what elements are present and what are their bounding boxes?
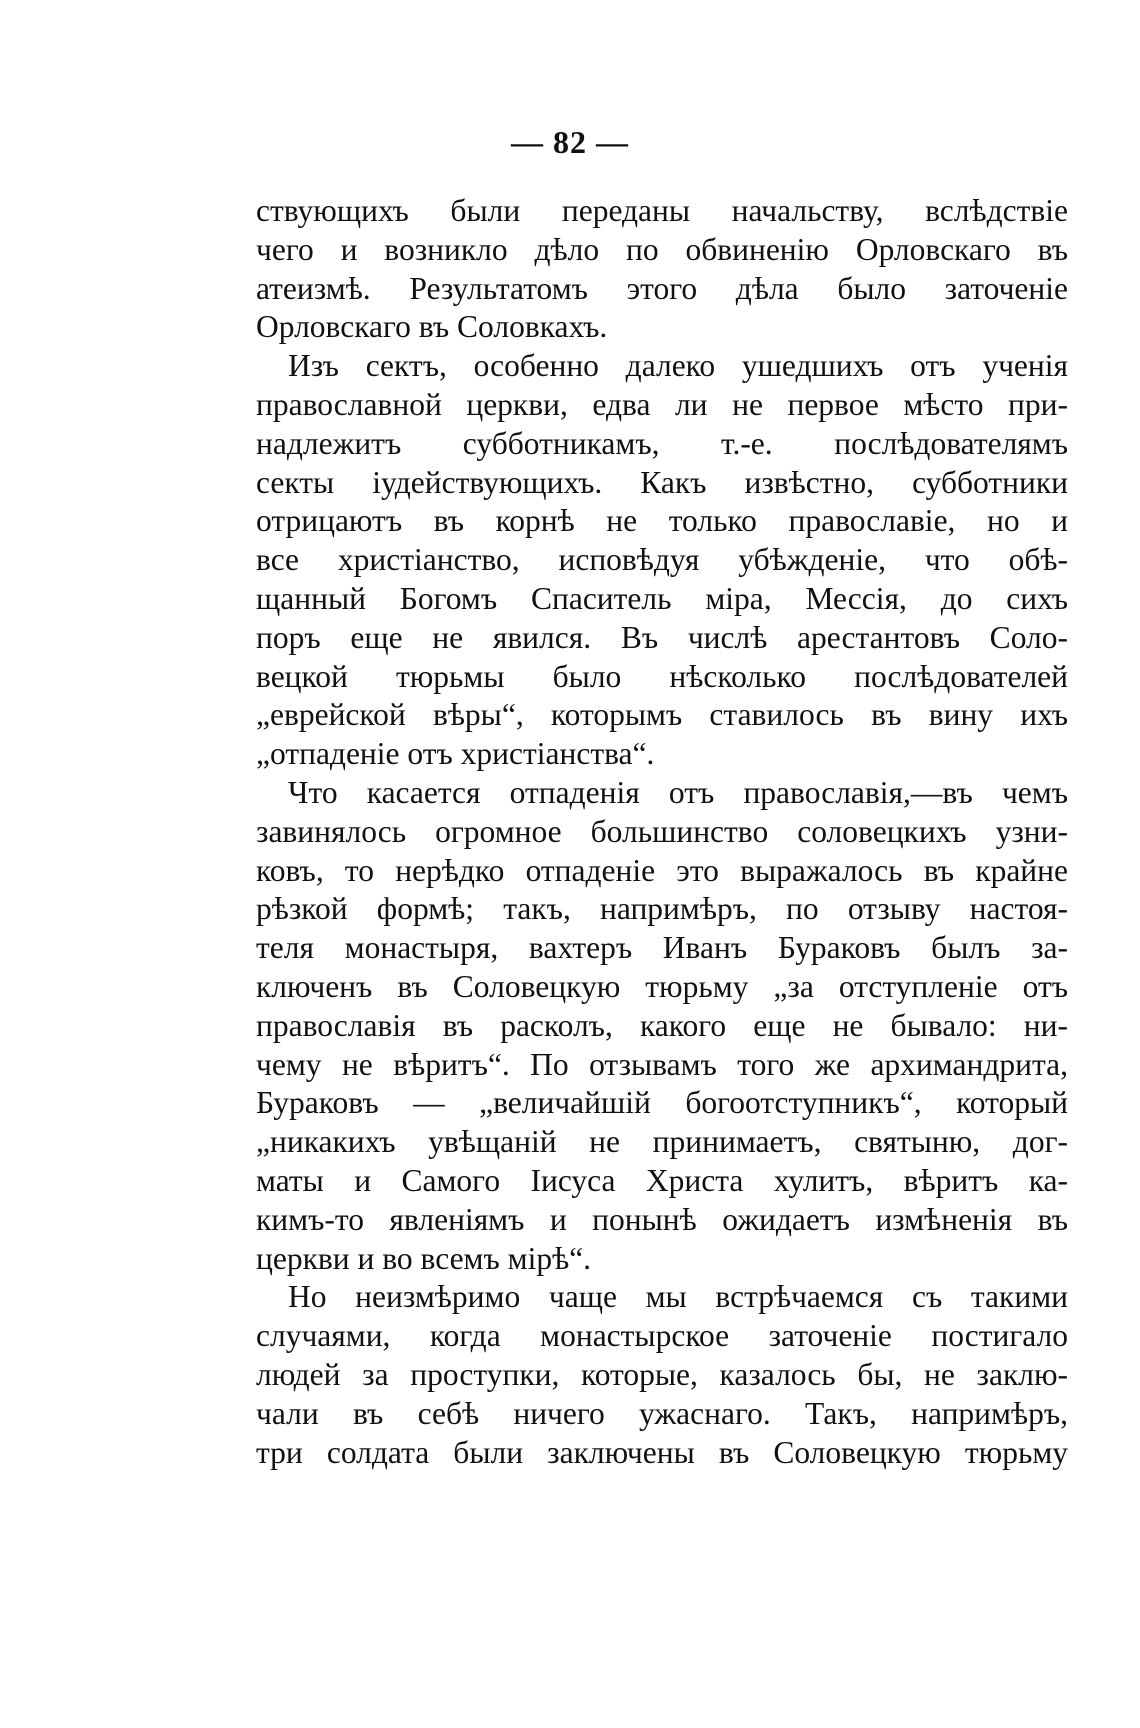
text-line: ключенъ въ Соловецкую тюрьму „за отступленіе отъ — [256, 968, 1068, 1004]
text-line: отрицаютъ въ корнѣ не только православіе, но и — [256, 503, 1068, 539]
text-line: ствующихъ были переданы начальству, вслѣдствіе — [256, 193, 1068, 228]
text-line: „еврейской вѣры“, которымъ ставилось въ вину ихъ — [256, 697, 1068, 733]
text-line: три солдата были заключены въ Соловецкую тюрьму — [256, 1434, 1068, 1470]
text-line: вецкой тюрьмы было нѣсколько послѣдователей — [256, 658, 1068, 694]
text-line: маты и Самого Іисуса Христа хулитъ, вѣритъ ка- — [256, 1162, 1068, 1198]
text-line: Бураковъ — „величайшій богоотступникъ“, который — [256, 1085, 1068, 1121]
text-line: щанный Богомъ Спаситель міра, Мессія, до сихъ — [256, 580, 1068, 616]
body-text — [256, 192, 1068, 1472]
text-line: ковъ, то нерѣдко отпаденіе это выражалось въ крайне — [256, 852, 1068, 888]
text-line: чего и возникло дѣло по обвиненію Орловскаго въ — [256, 231, 1068, 267]
text-line: Изъ сектъ, особенно далеко ушедшихъ отъ ученія — [288, 348, 1068, 384]
text-line: секты іудействующихъ. Какъ извѣстно, субботники — [256, 464, 1068, 500]
text-line: рѣзкой формѣ; такъ, напримѣръ, по отзыву настоя- — [256, 891, 1068, 927]
text-line: чему не вѣритъ“. По отзывамъ того же архимандрита, — [256, 1046, 1068, 1082]
text-line: кимъ-то явленіямъ и понынѣ ожидаетъ измѣненія въ — [256, 1201, 1068, 1237]
text-line: „никакихъ увѣщаній не принимаетъ, святыню, дог- — [256, 1124, 1068, 1160]
text-line: атеизмѣ. Результатомъ этого дѣла было заточеніе — [256, 270, 1068, 306]
text-line: Но неизмѣримо чаще мы встрѣчаемся съ такими — [288, 1279, 1068, 1315]
page-number: — 82 — — [511, 124, 629, 160]
text-line: православной церкви, едва ли не первое мѣсто при- — [256, 386, 1068, 422]
text-line: православія въ расколъ, какого еще не бывало: ни- — [256, 1007, 1068, 1043]
text-line: случаями, когда монастырское заточеніе постигало — [256, 1318, 1068, 1354]
text-line: надлежитъ субботникамъ, т.-е. послѣдователямъ — [256, 425, 1068, 461]
text-line: все христіанство, исповѣдуя убѣжденіе, что обѣ- — [256, 542, 1068, 578]
text-line: завинялось огромное большинство соловецкихъ узни- — [256, 813, 1068, 849]
text-line: теля монастыря, вахтеръ Иванъ Бураковъ былъ за- — [256, 930, 1068, 966]
text-line: чали въ себѣ ничего ужаснаго. Такъ, напримѣръ, — [256, 1395, 1068, 1431]
text-line: поръ еще не явился. Въ числѣ арестантовъ Соло- — [256, 619, 1068, 655]
text-line: „отпаденіе отъ христіанства“. — [256, 736, 655, 772]
text-line: Что касается отпаденія отъ православія,—въ чемъ — [288, 774, 1068, 810]
text-line: церкви и во всемъ мірѣ“. — [256, 1240, 592, 1276]
text-line: Орловскаго въ Соловкахъ. — [256, 309, 608, 345]
text-line: людей за проступки, которые, казалось бы, не заклю- — [256, 1356, 1068, 1392]
